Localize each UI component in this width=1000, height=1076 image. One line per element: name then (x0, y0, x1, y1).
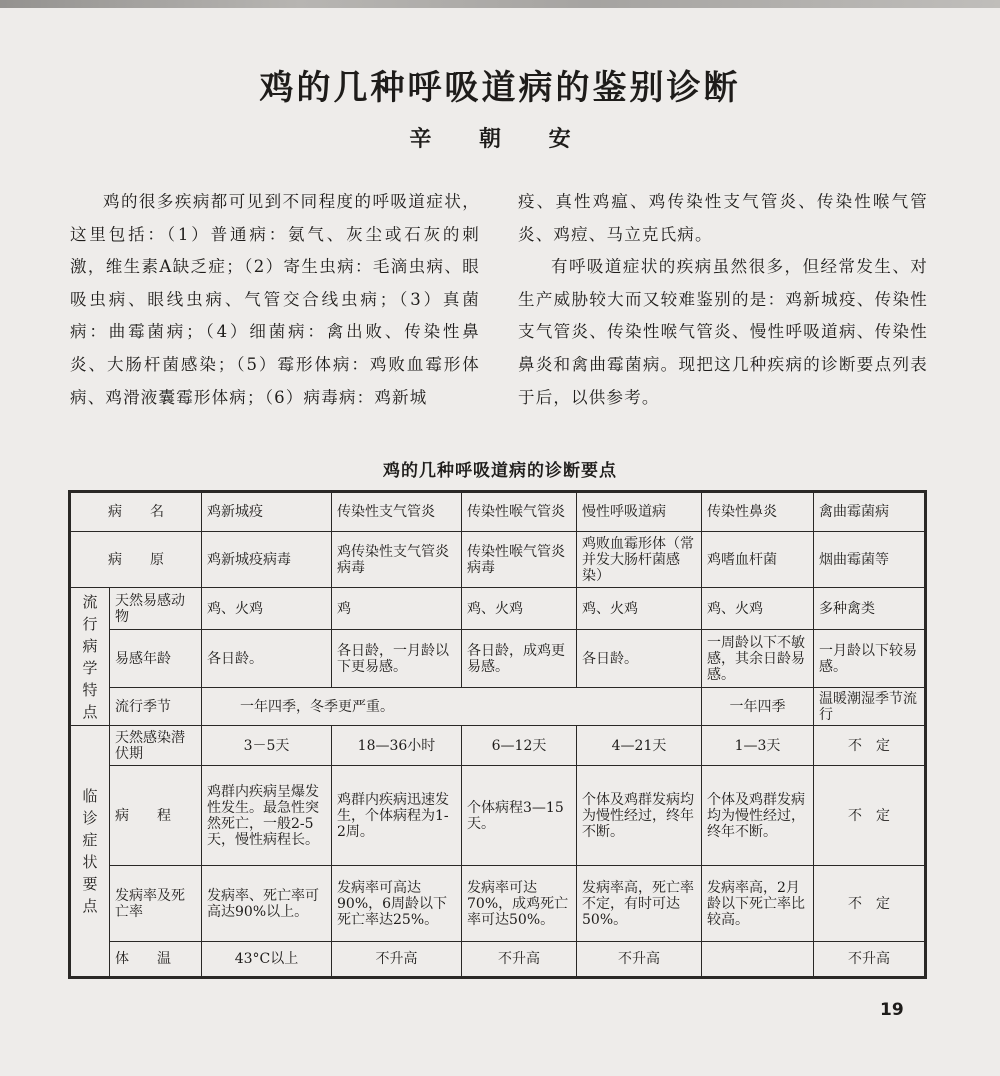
disease-name-cell: 传染性支气管炎 (332, 492, 462, 532)
table-row-susceptible-hosts (70, 588, 926, 630)
row-label-hosts: 天然易感动物 (110, 588, 202, 630)
season-cell-rhinitis: 一年四季 (702, 688, 814, 726)
age-cell: 一月龄以下较易感。 (814, 630, 926, 688)
hosts-cell: 鸡、火鸡 (462, 588, 577, 630)
table-row-incubation (70, 726, 926, 766)
table-row-season (70, 688, 926, 726)
table-row-rates (70, 866, 926, 942)
rate-cell: 发病率、死亡率可高达90%以上。 (202, 866, 332, 942)
row-label-disease-name: 病 名 (70, 492, 202, 532)
article-author: 辛 朝 安 (409, 126, 591, 152)
cause-cell: 鸡败血霉形体（常并发大肠杆菌感染） (577, 532, 702, 588)
group-label-epidemiology: 流行病学特点 (70, 588, 110, 726)
cause-cell: 鸡新城疫病毒 (202, 532, 332, 588)
right-text-column (518, 186, 928, 414)
left-text-column (70, 186, 480, 414)
intro-paragraph-1: 鸡的很多疾病都可见到不同程度的呼吸道症状，这里包括：（1）普通病：氨气、灰尘或石灰的刺激，维生素A缺乏症；（2）寄生虫病：毛滴虫病、眼吸虫病、眼线虫病、气管交合线虫病；（3）真菌病：曲霉菌病；（4）细菌病：禽出败、传染性鼻炎、大肠杆菌感染；（5）霉形体病：鸡败血霉形体病、鸡滑液囊霉形体病；（6）病毒病：鸡新城 (70, 192, 480, 407)
table-row-age (70, 630, 926, 688)
temperature-cell: 不升高 (462, 942, 577, 978)
course-cell: 鸡群内疾病呈爆发性发生。最急性突然死亡，一般2-5天，慢性病程长。 (202, 766, 332, 866)
hosts-cell: 多种禽类 (814, 588, 926, 630)
rate-cell: 发病率可达70%，成鸡死亡率可达50%。 (462, 866, 577, 942)
age-cell: 各日龄，一月龄以下更易感。 (332, 630, 462, 688)
temperature-cell: 43°C以上 (202, 942, 332, 978)
course-cell: 不 定 (814, 766, 926, 866)
rate-cell: 发病率可高达90%，6周龄以下死亡率达25%。 (332, 866, 462, 942)
temperature-cell (702, 942, 814, 978)
cause-cell: 鸡传染性支气管炎病毒 (332, 532, 462, 588)
disease-name-cell: 禽曲霉菌病 (814, 492, 926, 532)
hosts-cell: 鸡 (332, 588, 462, 630)
temperature-cell: 不升高 (332, 942, 462, 978)
course-cell: 个体及鸡群发病均为慢性经过，终年不断。 (702, 766, 814, 866)
course-cell: 鸡群内疾病迅速发生，个体病程为1-2周。 (332, 766, 462, 866)
age-cell: 各日龄，成鸡更易感。 (462, 630, 577, 688)
intro-paragraph-1-continued: 疫、真性鸡瘟、鸡传染性支气管炎、传染性喉气管炎、鸡痘、马立克氏病。 (518, 192, 928, 244)
cause-cell: 传染性喉气管炎病毒 (462, 532, 577, 588)
season-cell-aspergillosis: 温暖潮湿季节流行 (814, 688, 926, 726)
age-cell: 各日龄。 (202, 630, 332, 688)
disease-name-cell: 慢性呼吸道病 (577, 492, 702, 532)
hosts-cell: 鸡、火鸡 (202, 588, 332, 630)
rate-cell: 不 定 (814, 866, 926, 942)
table-row-temperature (70, 942, 926, 978)
incubation-cell: 18—36小时 (332, 726, 462, 766)
article-title: 鸡的几种呼吸道病的鉴别诊断 (259, 68, 741, 108)
incubation-cell: 4—21天 (577, 726, 702, 766)
table-caption: 鸡的几种呼吸道病的诊断要点 (383, 461, 617, 481)
hosts-cell: 鸡、火鸡 (577, 588, 702, 630)
cause-cell: 鸡嗜血杆菌 (702, 532, 814, 588)
disease-name-cell: 鸡新城疫 (202, 492, 332, 532)
disease-name-cell: 传染性鼻炎 (702, 492, 814, 532)
rate-cell: 发病率高，2月龄以下死亡率比较高。 (702, 866, 814, 942)
row-label-temperature: 体 温 (110, 942, 202, 978)
table-row-disease-name (70, 492, 926, 532)
group-label-clinical: 临诊症状要点 (70, 726, 110, 978)
intro-paragraph-2: 有呼吸道症状的疾病虽然很多，但经常发生、对生产威胁较大而又较难鉴别的是：鸡新城疫、传染性支气管炎、传染性喉气管炎、慢性呼吸道病、传染性鼻炎和禽曲霉菌病。现把这几种疾病的诊断要点列表于后，以供参考。 (518, 257, 928, 407)
disease-name-cell: 传染性喉气管炎 (462, 492, 577, 532)
temperature-cell: 不升高 (577, 942, 702, 978)
page-number: 19 (880, 1000, 904, 1020)
age-cell: 各日龄。 (577, 630, 702, 688)
row-label-incubation: 天然感染潜伏期 (110, 726, 202, 766)
season-merged-cell: 一年四季，冬季更严重。 (202, 688, 702, 726)
cause-cell: 烟曲霉菌等 (814, 532, 926, 588)
course-cell: 个体及鸡群发病均为慢性经过，终年不断。 (577, 766, 702, 866)
table-row-cause (70, 532, 926, 588)
row-label-cause: 病 原 (70, 532, 202, 588)
incubation-cell: 6—12天 (462, 726, 577, 766)
incubation-cell: 1—3天 (702, 726, 814, 766)
diagnosis-table (68, 490, 927, 979)
row-label-course: 病 程 (110, 766, 202, 866)
rate-cell: 发病率高，死亡率不定，有时可达50%。 (577, 866, 702, 942)
hosts-cell: 鸡、火鸡 (702, 588, 814, 630)
row-label-season: 流行季节 (110, 688, 202, 726)
table-row-course (70, 766, 926, 866)
age-cell: 一周龄以下不敏感，其余日龄易感。 (702, 630, 814, 688)
row-label-age: 易感年龄 (110, 630, 202, 688)
row-label-rates: 发病率及死亡率 (110, 866, 202, 942)
incubation-cell: 3－5天 (202, 726, 332, 766)
course-cell: 个体病程3—15天。 (462, 766, 577, 866)
temperature-cell: 不升高 (814, 942, 926, 978)
page-top-edge (0, 0, 1000, 8)
incubation-cell: 不 定 (814, 726, 926, 766)
